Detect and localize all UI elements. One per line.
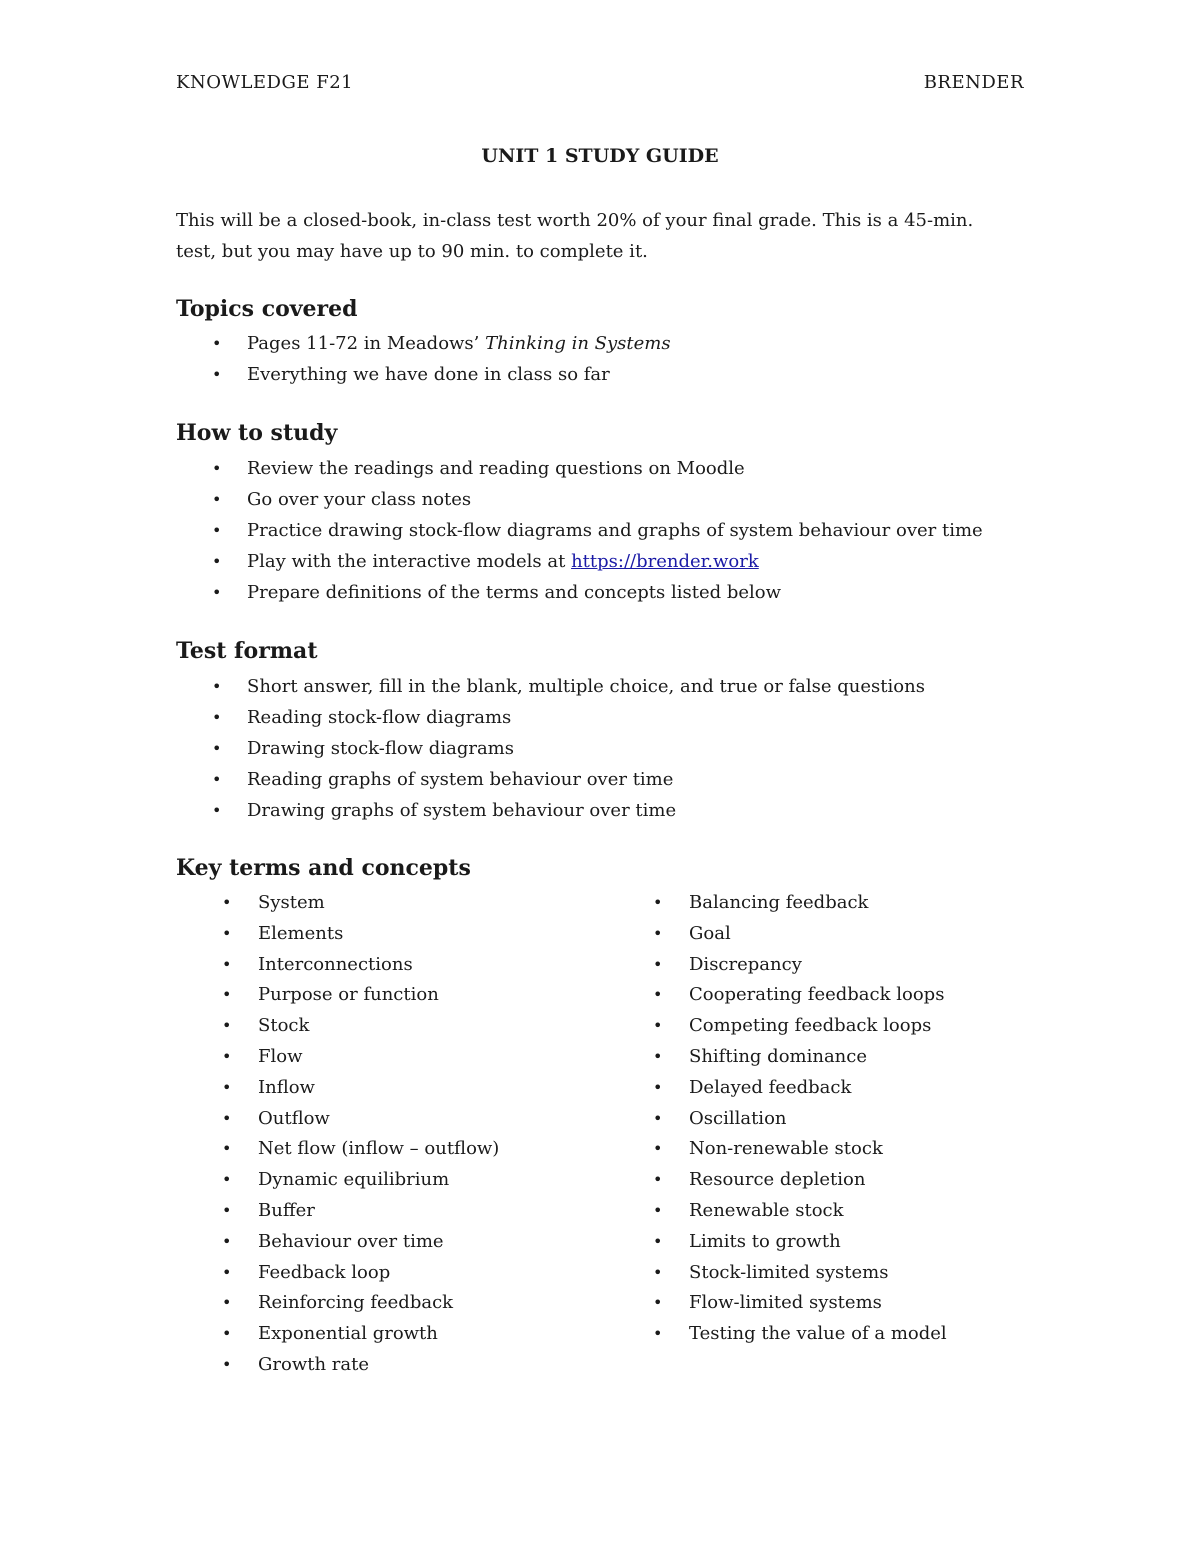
- list-item: [222, 980, 499, 1011]
- list-item: [222, 1350, 499, 1381]
- bullet-icon: •: [212, 739, 222, 758]
- bullet-icon: •: [653, 893, 663, 912]
- list-item: [653, 1165, 947, 1196]
- format-list: [176, 671, 925, 826]
- format-text: Reading graphs of system behaviour over time: [247, 769, 674, 790]
- term-text: Stock-limited systems: [689, 1261, 889, 1283]
- bullet-icon: •: [653, 1231, 663, 1251]
- bullet-icon: •: [653, 1200, 663, 1220]
- list-item: [653, 1073, 947, 1104]
- terms-list-left: [222, 888, 499, 1381]
- list-item: [176, 546, 983, 577]
- list-item: [653, 1134, 947, 1165]
- list-item: [222, 1319, 499, 1350]
- term-text: Non-renewable stock: [689, 1138, 883, 1160]
- list-item: [653, 980, 947, 1011]
- intro-line-2: test, but you may have up to 90 min. to complete it.: [176, 241, 648, 262]
- list-item: [176, 484, 983, 515]
- bullet-icon: •: [222, 954, 232, 974]
- list-item: [176, 764, 925, 795]
- term-text: Buffer: [258, 1199, 315, 1221]
- bullet-icon: •: [222, 893, 232, 912]
- header-author: BRENDER: [923, 72, 1024, 93]
- term-text: Cooperating feedback loops: [689, 984, 945, 1006]
- study-list: [176, 453, 983, 608]
- bullet-icon: •: [212, 334, 222, 353]
- bullet-icon: •: [212, 459, 222, 478]
- list-item: [653, 888, 947, 919]
- list-item: [222, 1196, 499, 1227]
- study-text: Prepare definitions of the terms and concepts listed below: [247, 582, 782, 603]
- term-text: Balancing feedback: [689, 892, 869, 913]
- list-item: [176, 328, 671, 359]
- bullet-icon: •: [222, 1170, 232, 1190]
- list-item: [653, 950, 947, 981]
- term-text: Outflow: [258, 1107, 330, 1129]
- list-item: [222, 1227, 499, 1258]
- bullet-icon: •: [222, 1108, 232, 1128]
- format-text: Short answer, fill in the blank, multiple choice, and true or false questions: [247, 676, 925, 697]
- bullet-icon: •: [222, 1262, 232, 1282]
- term-text: Discrepancy: [689, 953, 802, 975]
- list-item: [653, 1011, 947, 1042]
- term-text: Inflow: [258, 1076, 315, 1098]
- list-item: [176, 702, 925, 733]
- study-text: Go over your class notes: [247, 489, 472, 510]
- study-text: Review the readings and reading questions on Moodle: [247, 458, 745, 479]
- list-item: [222, 1104, 499, 1135]
- bullet-icon: •: [222, 1046, 232, 1066]
- list-item: [176, 453, 983, 484]
- format-text: Drawing stock-flow diagrams: [247, 738, 514, 759]
- term-text: Elements: [258, 922, 344, 944]
- terms-list-right: [653, 888, 947, 1350]
- term-text: Oscillation: [689, 1107, 787, 1129]
- term-text: Flow: [258, 1045, 303, 1067]
- term-text: Goal: [689, 922, 731, 944]
- list-item: [653, 1288, 947, 1319]
- list-item: [222, 1011, 499, 1042]
- list-item: [222, 1258, 499, 1289]
- list-item: [222, 950, 499, 981]
- topic-text: Everything we have done in class so far: [247, 364, 610, 385]
- term-text: Behaviour over time: [258, 1230, 444, 1252]
- term-text: Limits to growth: [689, 1230, 841, 1252]
- bullet-icon: •: [212, 677, 222, 696]
- term-text: Flow-limited systems: [689, 1292, 882, 1314]
- intro-paragraph: [176, 205, 1036, 267]
- term-text: Growth rate: [258, 1353, 369, 1375]
- models-link[interactable]: https://brender.work: [571, 551, 759, 572]
- format-heading: Test format: [176, 638, 318, 664]
- bullet-icon: •: [212, 552, 222, 571]
- bullet-icon: •: [653, 1324, 663, 1344]
- format-text: Reading stock-flow diagrams: [247, 707, 512, 728]
- bullet-icon: •: [222, 1077, 232, 1097]
- page-title: UNIT 1 STUDY GUIDE: [481, 145, 719, 167]
- bullet-icon: •: [212, 365, 222, 384]
- term-text: Testing the value of a model: [689, 1323, 947, 1345]
- list-item: [653, 1227, 947, 1258]
- bullet-icon: •: [653, 1016, 663, 1036]
- list-item: [653, 919, 947, 950]
- list-item: [222, 919, 499, 950]
- term-text: Reinforcing feedback: [258, 1292, 454, 1314]
- intro-line-1: This will be a closed-book, in-class test worth 20% of your final grade. This is a 45-min.: [176, 210, 974, 231]
- bullet-icon: •: [222, 1016, 232, 1036]
- topics-heading: Topics covered: [176, 296, 358, 322]
- term-text: Interconnections: [258, 953, 413, 975]
- bullet-icon: •: [653, 1046, 663, 1066]
- list-item: [222, 1042, 499, 1073]
- list-item: [653, 1319, 947, 1350]
- list-item: [176, 671, 925, 702]
- term-text: Renewable stock: [689, 1199, 844, 1221]
- list-item: [222, 888, 499, 919]
- term-text: Exponential growth: [258, 1323, 438, 1345]
- bullet-icon: •: [222, 985, 232, 1005]
- format-text: Drawing graphs of system behaviour over time: [247, 800, 677, 821]
- list-item: [222, 1165, 499, 1196]
- list-item: [653, 1104, 947, 1135]
- bullet-icon: •: [653, 1262, 663, 1282]
- bullet-icon: •: [222, 1293, 232, 1313]
- bullet-icon: •: [212, 583, 222, 602]
- list-item: [653, 1196, 947, 1227]
- topics-list: [176, 328, 671, 390]
- term-text: Delayed feedback: [689, 1076, 852, 1098]
- bullet-icon: •: [222, 1200, 232, 1220]
- book-title: Thinking in Systems: [485, 333, 671, 354]
- bullet-icon: •: [222, 923, 232, 943]
- bullet-icon: •: [212, 490, 222, 509]
- study-heading: How to study: [176, 420, 338, 446]
- list-item: [176, 577, 983, 608]
- list-item: [222, 1134, 499, 1165]
- bullet-icon: •: [653, 1170, 663, 1190]
- list-item: [222, 1288, 499, 1319]
- list-item: [653, 1042, 947, 1073]
- term-text: Competing feedback loops: [689, 1015, 932, 1037]
- bullet-icon: •: [653, 923, 663, 943]
- term-text: Feedback loop: [258, 1261, 391, 1283]
- bullet-icon: •: [653, 1077, 663, 1097]
- bullet-icon: •: [653, 1293, 663, 1313]
- list-item: [176, 733, 925, 764]
- bullet-icon: •: [222, 1231, 232, 1251]
- term-text: Dynamic equilibrium: [258, 1169, 450, 1191]
- list-item: [176, 515, 983, 546]
- list-item: [653, 1258, 947, 1289]
- term-text: System: [258, 892, 325, 913]
- bullet-icon: •: [222, 1354, 232, 1374]
- terms-heading: Key terms and concepts: [176, 855, 471, 881]
- bullet-icon: •: [222, 1324, 232, 1344]
- bullet-icon: •: [212, 801, 222, 820]
- bullet-icon: •: [653, 985, 663, 1005]
- term-text: Resource depletion: [689, 1169, 866, 1191]
- bullet-icon: •: [653, 1139, 663, 1159]
- term-text: Net flow (inflow – outflow): [258, 1138, 500, 1160]
- bullet-icon: •: [212, 521, 222, 540]
- term-text: Shifting dominance: [689, 1045, 868, 1067]
- list-item: [222, 1073, 499, 1104]
- bullet-icon: •: [653, 954, 663, 974]
- header-course: KNOWLEDGE F21: [176, 72, 354, 93]
- term-text: Stock: [258, 1015, 310, 1037]
- bullet-icon: •: [653, 1108, 663, 1128]
- bullet-icon: •: [212, 708, 222, 727]
- topic-text: Pages 11-72 in Meadows’: [247, 333, 486, 354]
- bullet-icon: •: [222, 1139, 232, 1159]
- bullet-icon: •: [212, 770, 222, 789]
- list-item: [176, 795, 925, 826]
- study-text: Practice drawing stock-flow diagrams and graphs of system behaviour over time: [247, 520, 983, 541]
- study-text: Play with the interactive models at: [247, 551, 572, 572]
- list-item: [176, 359, 671, 390]
- term-text: Purpose or function: [258, 984, 439, 1006]
